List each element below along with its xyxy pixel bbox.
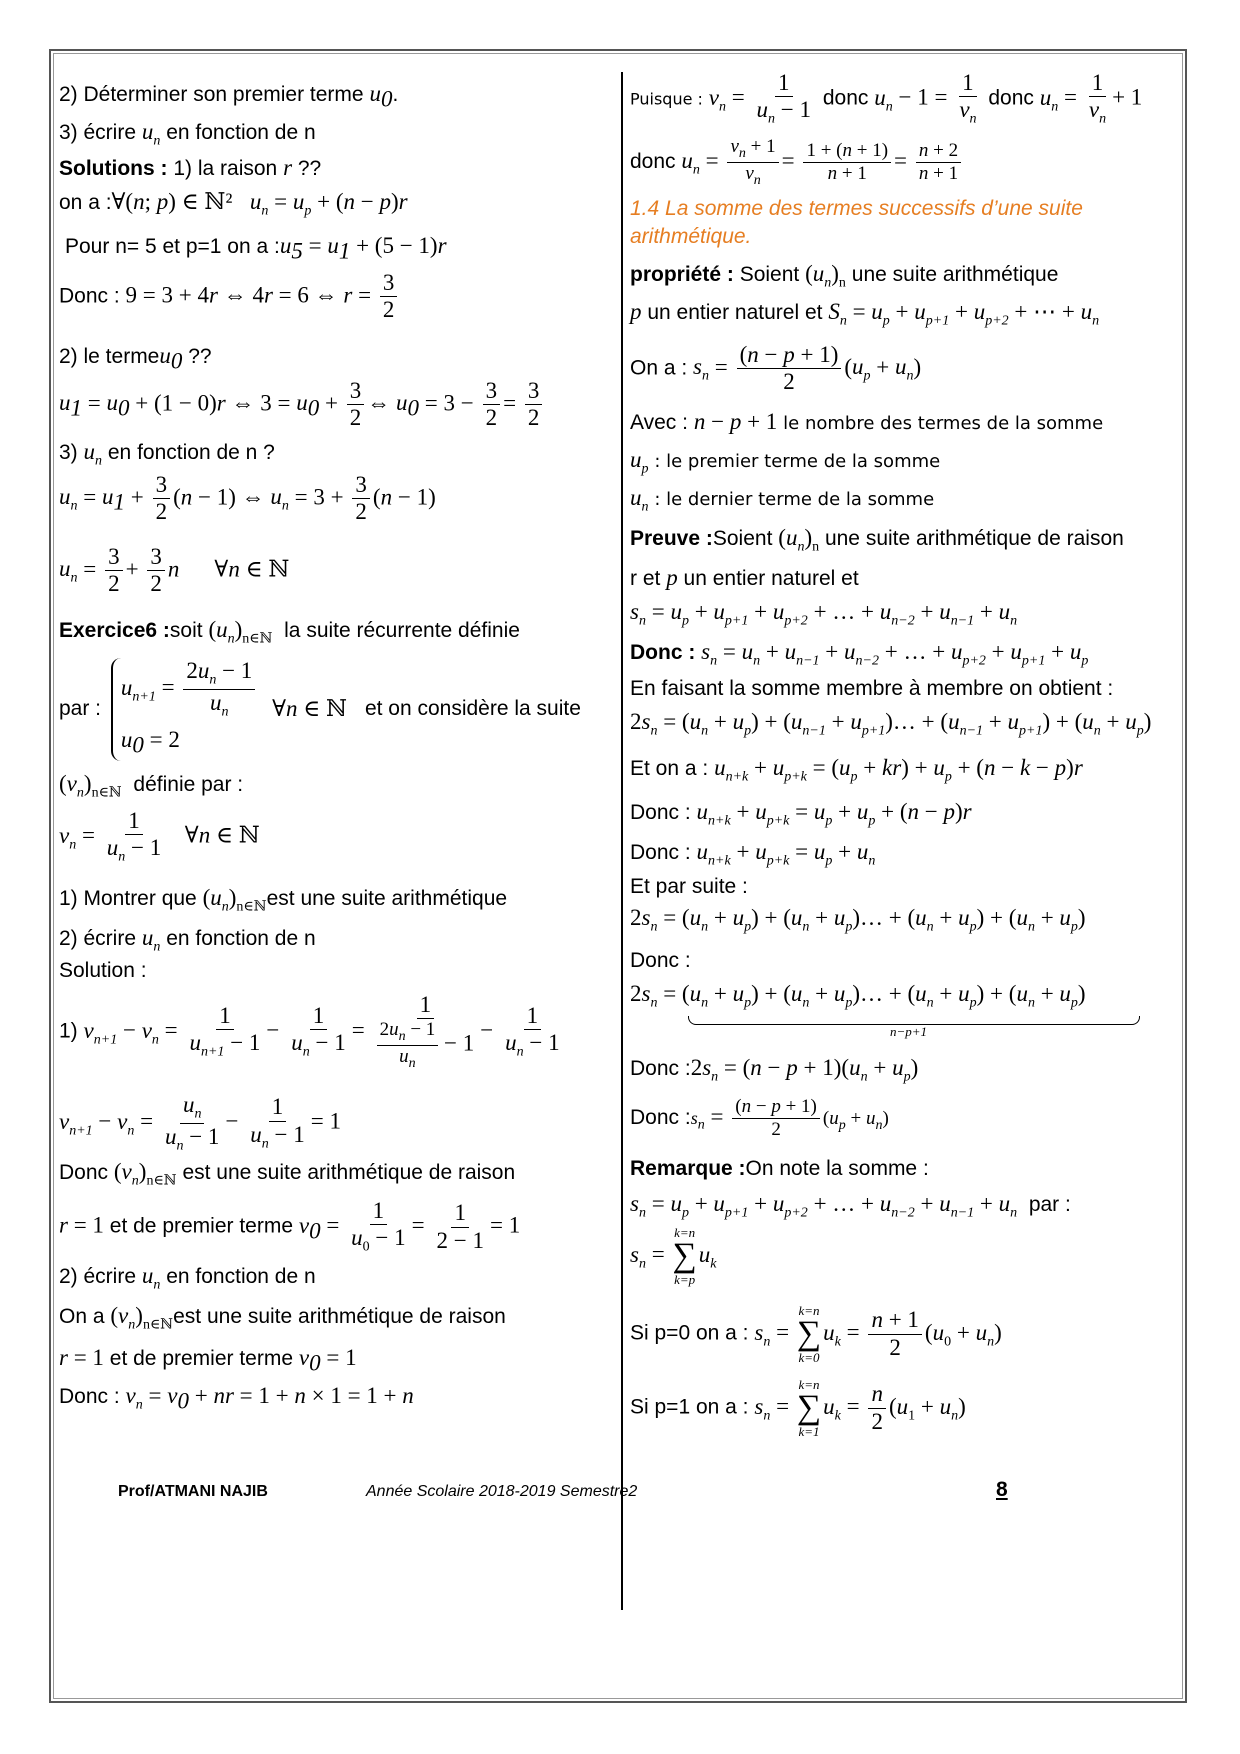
formula-sn-remarque: $s_n = u_p + u_{p+1} + u_{p+2}$ + … + $u_{n-2} + u_{n-1} + u_n$ par : [630,1191,1071,1221]
text: Donc [59,1161,109,1184]
text: un entier naturel et [647,301,823,324]
text: propriété : [630,263,734,286]
formula-v0-2: r = 1 et de premier terme $v_0 = 1$ [59,1345,357,1376]
en-faisant: En faisant la somme membre à membre on obtient : [630,677,1114,700]
text: et de premier terme [109,1214,294,1238]
text: On a [59,1305,105,1328]
term-u0-heading: 2) le termeu$_0$ ?? [59,343,212,374]
sigma-symbol: k=n ∑ k=p [672,1225,697,1287]
page-number: 8 [996,1478,1008,1501]
text: soit [169,619,203,642]
text: en fonction de n [166,927,316,950]
formula-general: on a :∀(n; p) ∈ ℕ² $u_n = u_p + (n - p)r$ [59,189,408,219]
formula-sn-final: Donc $:s_n$ = $\frac{(n - p + 1)}{2}$ $(u_p + u_n)$ [630,1096,889,1140]
formula-v0: r = 1 et de premier terme $v_0$ = $\frac{1}{u_0 - 1}$ = $\frac{1}{2 - 1}$ = 1 [59,1198,521,1256]
formula-p1: Si p=1 on a : $s_n$ = k=n ∑ k=1 $u_k$ = $\frac{n}{2}$ $(u_1 + u_n)$ [630,1377,966,1439]
preuve-line-2: r et p un entier naturel et [630,565,859,590]
formula-et-on-a: Et on a : $u_{n+k} + u_{p+k} = (u_p + kr) + u_p + (n - k - p)r$ [630,755,1083,785]
text: donc [822,86,869,110]
text: 3) écrire [59,121,137,144]
formula-2sn-1: $2s_n = (u_n + u_p) + (u_{n-1}$ + $u_{p+1})\dots + (u_{n-1} + u_{p+1}) + (u_n + u_p)$ [630,709,1152,739]
text: en fonction de n ? [107,441,275,464]
property-line-2: p un entier naturel et $S_n = u_p + u_{p+1} + u_{p+2}$ + ⋯ + $u_n$ [630,299,1100,329]
text: Donc : [630,1105,691,1129]
text: et de premier terme [109,1347,294,1370]
formula-vn-diff: 1) $v_{n+1} - v_n$ = $\frac{1}{u_{n+1} - 1}$ − $\frac{1}{u_n - 1}$ = 1 $\frac{2u_n - 1}{u_n}$ − 1 − $\frac{1}{u_n - 1}$ [59,992,560,1072]
text: Donc : [630,841,691,864]
text: ?? [188,345,212,368]
text: Solutions : [59,157,168,180]
text: est une suite arithmétique [266,887,508,910]
formula-2sn-3: $2s_n = (u_n + u_p) + (u_n$ + $u_p)\dots + (u_n + u_p) + (u_n + u_p)$ [630,981,1086,1011]
solutions-heading: Solutions : 1) la raison r ?? [59,155,322,180]
text: donc [630,149,676,173]
question-2: 2) Déterminer son premier terme $u_0$. [59,81,399,112]
text: Donc : [630,1057,691,1080]
underbrace-label: n−p+1 [890,1024,928,1039]
dernier-line: $u_n$ : le dernier terme de la somme [630,485,935,515]
exercise-question-1: 1) Montrer que $(u_n)_{n\in ℕ}est$ une suite arithmétique [59,885,508,915]
text: la suite récurrente définie [284,619,520,642]
text: par : [59,697,102,721]
text: une suite arithmétique de raison [824,527,1124,550]
conclusion-arith: Donc $(v_n)_{n\in ℕ}$ est une suite arithmétique de raison [59,1159,516,1189]
text: . [392,83,399,106]
text: 3) [59,441,78,464]
text: : le premier terme de la somme [654,451,941,472]
text: On a : [630,356,688,380]
sigma-symbol: k=n ∑ k=0 [796,1303,822,1365]
avec-line: Avec : n − p + 1 le nombre des termes de la somme [630,409,1104,434]
formula-un-1: $u_n = u_1$ + $\frac{3}{2}$ (n − 1) ⇔ $u_n = 3$ + $\frac{3}{2}$ (n − 1) [59,472,436,525]
text: Remarque : [630,1157,746,1180]
text: ?? [297,157,322,180]
formula-un-2: $u_n$ = $\frac{3}{2}$ + $\frac{3}{2}$ n ∀n ∈ ℕ [59,544,290,597]
text: 2) le terme [59,345,160,368]
text: Donc : [630,641,696,664]
formula-vn: $v_n$ = $\frac{1}{u_n - 1}$ ∀n ∈ ℕ [59,808,260,866]
footer-author: Prof/ATMANI NAJIB [118,1483,268,1500]
text: et on considère la suite [364,697,581,721]
text: Preuve : [630,527,713,550]
column-divider [621,72,623,1610]
text: Avec : [630,411,688,434]
formula-2sn-4: Donc $:2s_n = (n - p + 1)(u_n + u_p)$ [630,1055,919,1085]
text: en fonction de n [166,1265,316,1288]
exercise-question-2: 2) écrire $u_n$ en fonction de n [59,925,316,955]
text: un entier naturel et [683,567,859,590]
formula-vn-diff-2: $v_{n+1} - v_n$ = $\frac{u_n}{u_n - 1}$ − $\frac{1}{u_n - 1}$ = 1 [59,1092,341,1154]
formula-donc-1: Donc : $u_{n+k} + u_{p+k} = u_p + u_p + (n - p)r$ [630,799,972,829]
text: en fonction de n [166,121,316,144]
text: On note la somme : [745,1157,929,1180]
text: 1) la raison [173,157,278,180]
text: Donc : [59,1385,120,1408]
text: 2) écrire [59,1265,137,1288]
formula-sum: On a : $s_n$ = $\frac{(n - p + 1)}{2}$ $(u_p + u_n)$ [630,342,922,395]
question-2-heading: 2) écrire $u_n$ en fonction de n [59,1263,316,1293]
formula-sn-2: Donc : $s_n = u_n + u_{n-1} + u_{n-2}$ + … + $u_{p+2} + u_{p+1} + u_p$ [630,639,1089,669]
text: 2) écrire [59,927,137,950]
text: Donc : [59,284,120,308]
text: Donc : [630,801,691,824]
text: est une suite arithmétique de raison [182,1161,516,1184]
text: une suite arithmétique [851,263,1059,286]
property: propriété : Soient $(u_n)_n$ une suite arithmétique [630,261,1059,291]
formula-2sn-2: $2s_n = (u_n + u_p) + (u_n$ + $u_p)\dots + (u_n + u_p) + (u_n + u_p)$ [630,905,1086,935]
text: Solution : [59,959,147,982]
text: 1) [59,1019,78,1043]
text: est une suite arithmétique de raison [173,1305,506,1328]
text: on a : [59,191,112,214]
et-par-suite: Et par suite : [630,875,748,898]
text: Puisque : [630,89,703,109]
exercise-6-heading: Exercice6 :soit $(u_n)_{n\in ℕ}$ la suite récurrente définie [59,617,520,647]
text: r et [630,567,661,590]
text: donc [988,86,1034,110]
section-title-2: arithmétique. [630,225,752,248]
v-definition: $(v_n)_{n\in ℕ}$ définie par : [59,771,244,801]
text: Pour n= 5 et p=1 on a : [65,235,280,258]
solution-heading [59,958,147,984]
remarque [630,1156,929,1182]
text: Si p=0 on a : [630,1321,749,1345]
text: Soient [712,527,773,550]
donc-3: Donc : [630,949,691,972]
formula-sigma: $s_n$ = k=n ∑ k=p $u_k$ [630,1225,717,1287]
formula-p0: Si p=0 on a : $s_n$ = k=n ∑ k=0 $u_k$ = $\frac{n + 1}{2}$ $(u_0 + u_n)$ [630,1303,1002,1365]
recurrence-system: par : $u_{n+1}$ = $\frac{2u_n - 1}{u_n}$ $u_0 = 2$ ∀n ∈ ℕ et on considère la suite [59,658,581,761]
sigma-symbol: k=n ∑ k=1 [796,1377,822,1439]
premier-line: $u_p$ : le premier terme de la somme [630,447,941,477]
preuve: Preuve :Soient $(u_n)_n$ une suite arithmétique de raison [630,525,1124,555]
question-3: 3) écrire $u_n$ en fonction de n [59,119,316,149]
formula-sn-1: $s_n = u_p + u_{p+1} + u_{p+2}$ + … + $u_{n-2} + u_{n-1} + u_n$ [630,599,1018,629]
formula-u0: $u_1 = u_0 + (1 - 0)r$ ⇔ $3 = u_0$ + $\frac{3}{2}$ ⇔ $u_0 = 3$ − $\frac{3}{2}$ = $\frac{3}{2}$ [59,378,545,432]
text: Exercice6 : [59,619,170,642]
formula-u5: Pour n= 5 et p=1 on a $:u_5 = u_1 + (5 - 1)r$ [65,233,447,264]
text: Si p=1 on a : [630,1395,749,1419]
system-brace: $u_{n+1}$ = $\frac{2u_n - 1}{u_n}$ $u_0 = 2$ [111,658,258,761]
formula-r: Donc : 9 = 3 + 4r ⇔ 4r = 6 ⇔ r = $\frac{3}{2}$ [59,270,400,324]
footer-year: Année Scolaire 2018-2019 Semestre2 [366,1483,638,1500]
section-title: 1.4 La somme des termes successifs d’une suite [630,197,1083,220]
formula-vn-final: Donc : $v_n = v_0$ + nr = 1 + n × 1 = 1 + n [59,1383,414,1414]
text: Et on a : [630,757,709,780]
text: par : [1028,1193,1071,1216]
formula-donc-2: Donc : $u_{n+k} + u_{p+k} = u_p + u_n$ [630,839,876,869]
un-function-heading: 3) $u_n$ en fonction de n ? [59,439,275,469]
on-a-arith: On a $(v_n)_{n\in ℕ}est$ une suite arithmétique de raison [59,1303,506,1333]
formula-un-result: donc $u_n$ = $\frac{v_n + 1}{v_n}$ = $\frac{1 + (n + 1)}{n + 1}$ = $\frac{n + 2}{n + 1}$ [630,136,964,189]
text: 2) Déterminer son premier terme [59,83,364,106]
text: définie par : [133,773,244,796]
text: Soient [739,263,800,286]
text: le nombre des termes de la somme [783,413,1104,434]
text: 1) Montrer que [59,887,197,910]
formula-puisque: Puisque : $v_n$ = $\frac{1}{u_n - 1}$ donc $u_n - 1$ = $\frac{1}{v_n}$ donc $u_n$ = $\frac{1}{v_n}$ + 1 [630,70,1143,128]
text: : le dernier terme de la somme [654,489,935,510]
